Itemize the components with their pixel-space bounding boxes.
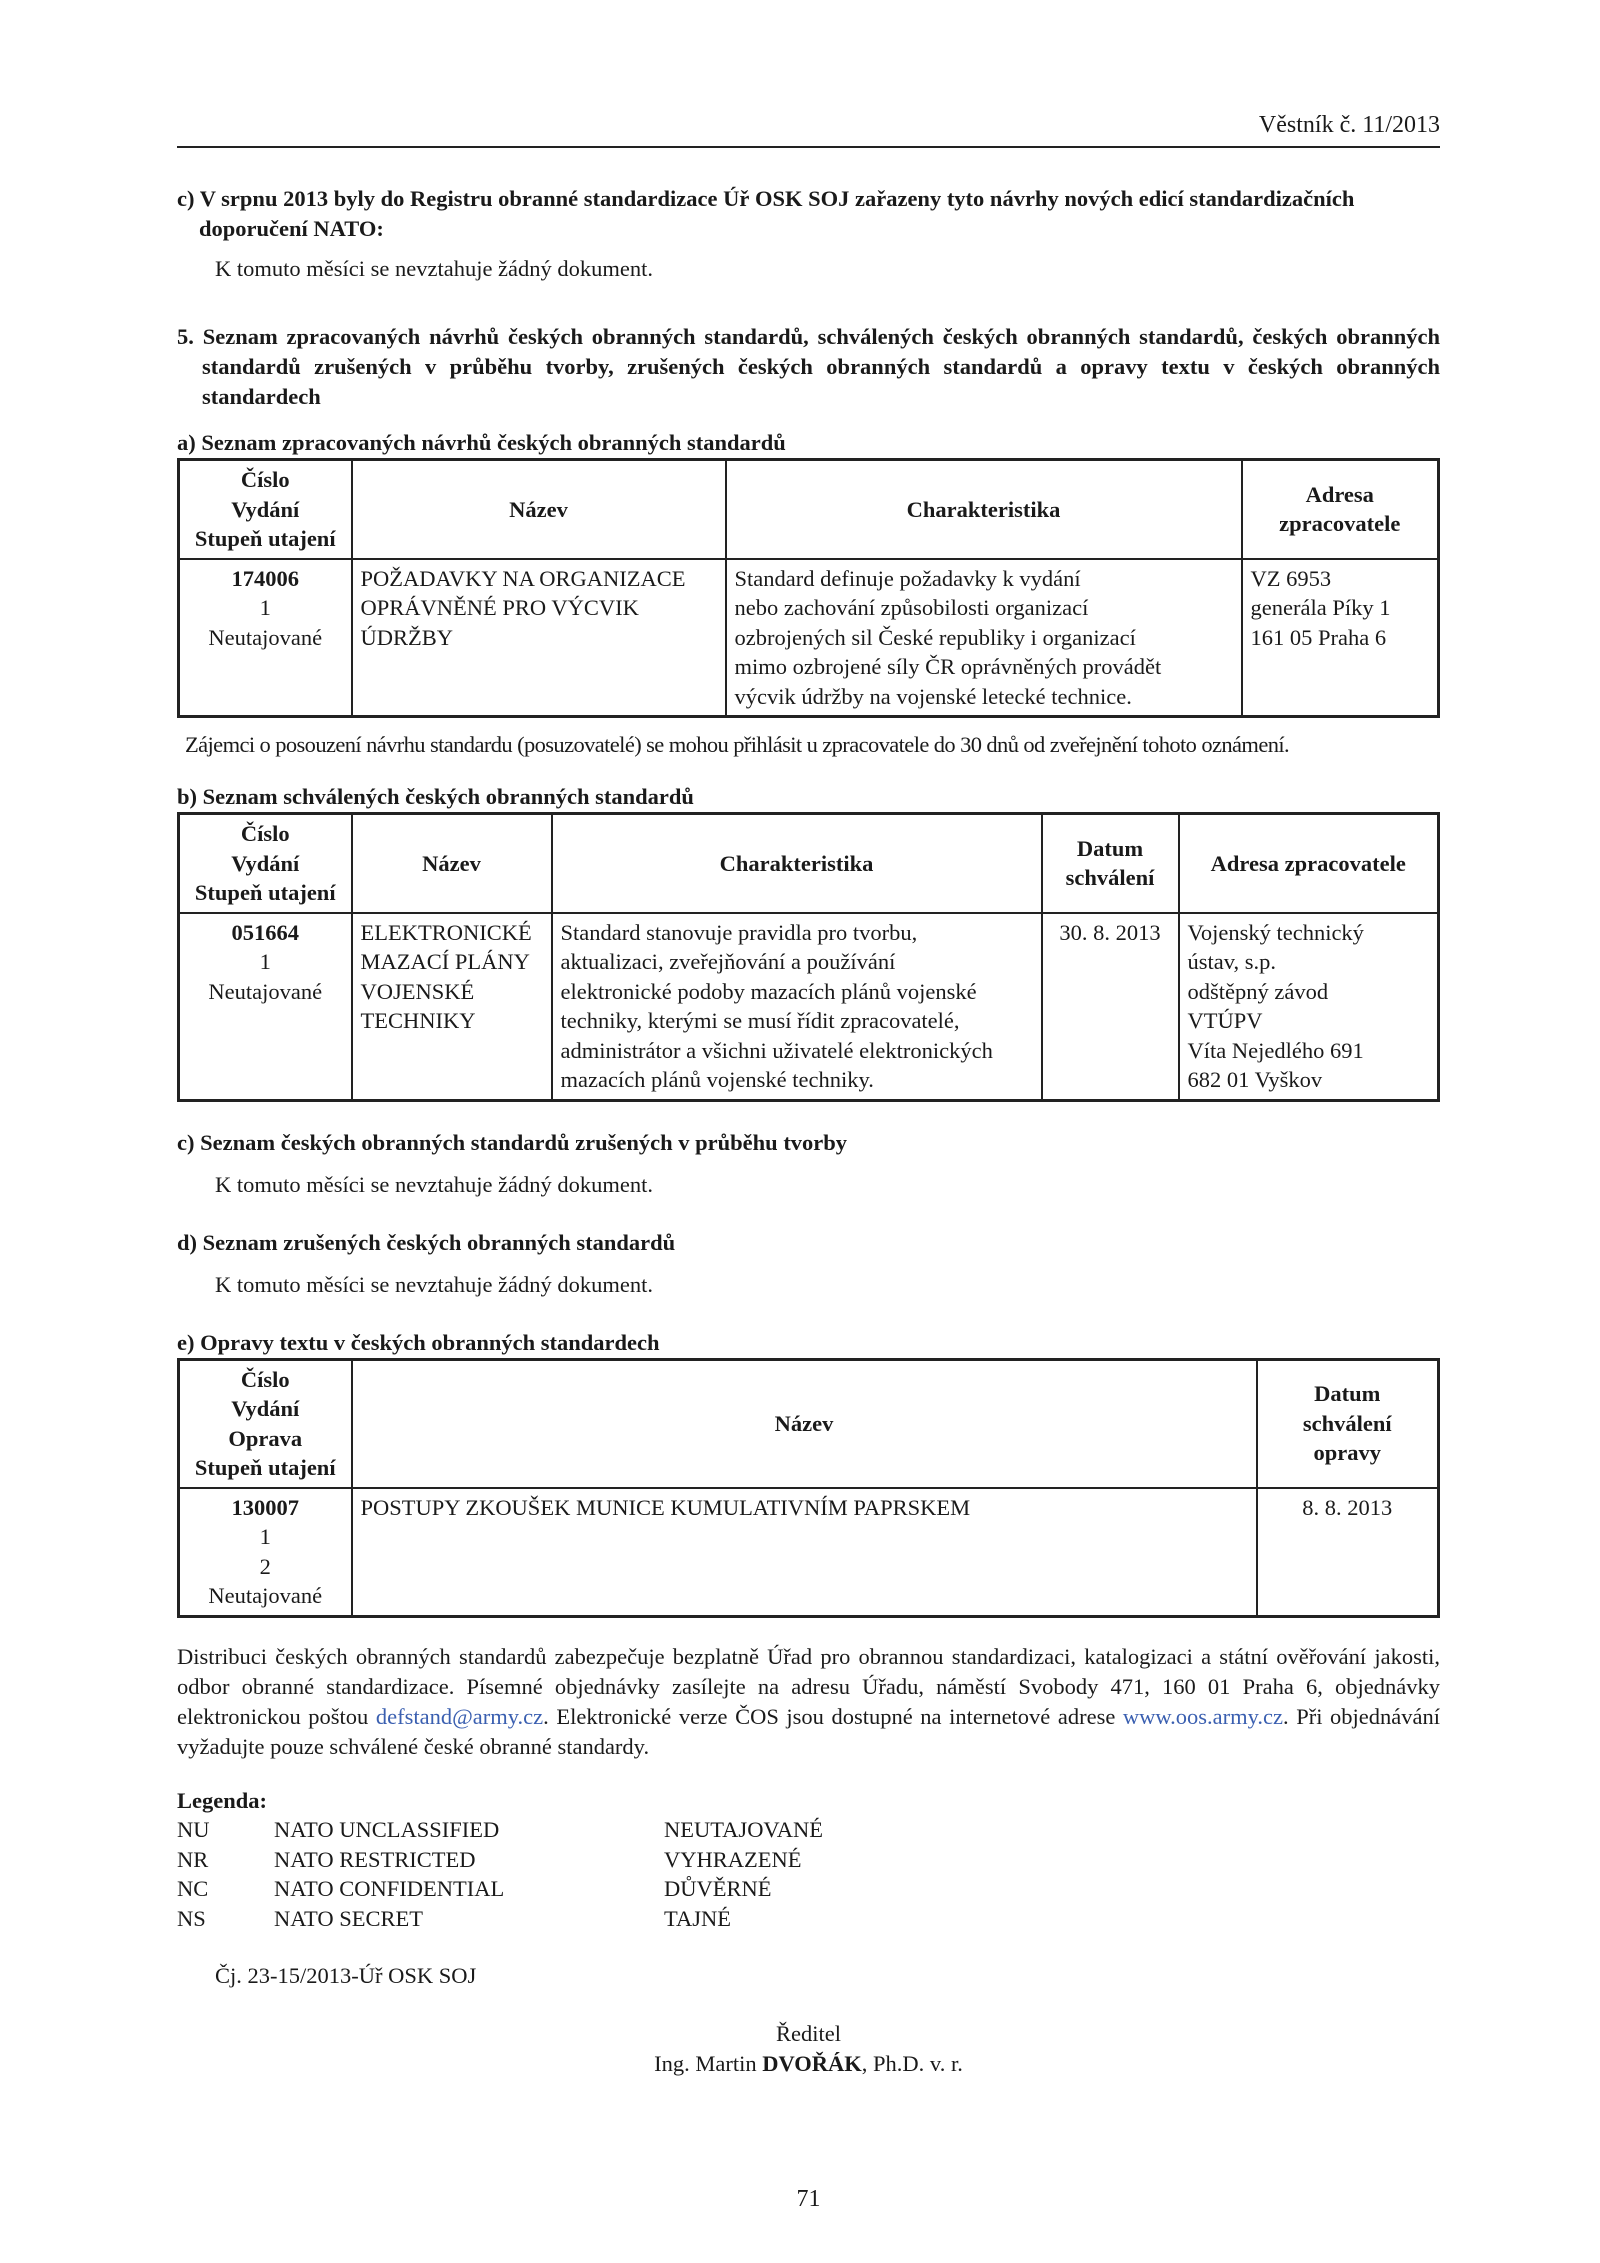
cell-datum: 30. 8. 2013 <box>1042 913 1179 1101</box>
page-number: 71 <box>796 2186 821 2212</box>
section-number: 5. <box>177 324 194 349</box>
header-cislo: Číslo Vydání Oprava Stupeň utajení <box>179 1359 352 1488</box>
legend-title: Legenda: <box>177 1787 267 1813</box>
table-row <box>179 1488 1439 1617</box>
header-nazev: Název <box>352 814 552 913</box>
header-nazev: Název <box>352 460 726 559</box>
section-letter: c) <box>177 186 195 211</box>
section-5-heading <box>177 322 1440 412</box>
section-heading-text: Seznam zpracovaných návrhů českých obranných standardů, schválených českých obranných standardů, českých obranných standardů zrušených v průběhu tvorby, zrušených českých obranných standardů a opravy textu v českých obranných standardech <box>202 324 1441 409</box>
signature-block <box>177 2019 1440 2079</box>
signature-title: Ředitel <box>776 2021 841 2046</box>
table-a-caption: a) Seznam zpracovaných návrhů českých obranných standardů <box>177 430 786 455</box>
section-d-heading: d) Seznam zrušených českých obranných standardů <box>177 1229 676 1255</box>
table-row <box>179 913 1439 1101</box>
cell-nazev: POSTUPY ZKOUŠEK MUNICE KUMULATIVNÍM PAPRSKEM <box>352 1488 1257 1617</box>
cell-charakteristika: Standard stanovuje pravidla pro tvorbu, aktualizaci, zveřejňování a používání elektronické podoby mazacích plánů vojenské techniky, kterými se musí řídit zpracovatelé, administrátor a všichni uživatelé elektronických mazacích plánů vojenské techniky. <box>552 913 1042 1101</box>
section-c-heading: c) Seznam českých obranných standardů zrušených v průběhu tvorby <box>177 1129 848 1155</box>
table-b-caption: b) Seznam schválených českých obranných standardů <box>177 784 694 809</box>
cell-adresa: Vojenský technický ústav, s.p. odštěpný závod VTÚPV Víta Nejedlého 691 682 01 Vyškov <box>1179 913 1439 1101</box>
website-link[interactable]: www.oos.army.cz <box>1122 1703 1284 1729</box>
header-charakteristika: Charakteristika <box>726 460 1242 559</box>
no-document-note: K tomuto měsíci se nevztahuje žádný dokument. <box>215 256 654 281</box>
table-b <box>177 812 1440 1102</box>
header-nazev: Název <box>352 1359 1257 1488</box>
header-cislo: Číslo Vydání Stupeň utajení <box>179 814 352 913</box>
reviewers-note: Zájemci o posouzení návrhu standardu (posuzovatelé) se mohou přihlásit u zpracovatele do 30 dnů od zveřejnění tohoto oznámení. <box>185 732 1290 757</box>
table-header-row <box>179 1359 1439 1488</box>
header-rule <box>177 146 1440 148</box>
cell-charakteristika: Standard definuje požadavky k vydání nebo zachování způsobilosti organizací ozbrojených sil České republiky i organizací mimo ozbrojené síly ČR oprávněných provádět výcvik údržby na vojenské letecké technice. <box>726 559 1242 717</box>
content-flow <box>177 184 1440 2079</box>
email-link[interactable]: defstand@army.cz <box>375 1703 544 1729</box>
table-header-row <box>179 814 1439 913</box>
legend-row: NR NATO RESTRICTED VYHRAZENÉ <box>177 1846 802 1872</box>
cell-datum: 8. 8. 2013 <box>1257 1488 1439 1617</box>
reference-number: Čj. 23-15/2013-Úř OSK SOJ <box>215 1963 477 1988</box>
header-datum: Datum schválení opravy <box>1257 1359 1439 1488</box>
no-document-note: K tomuto měsíci se nevztahuje žádný dokument. <box>215 1271 654 1297</box>
cell-nazev: ELEKTRONICKÉ MAZACÍ PLÁNY VOJENSKÉ TECHNIKY <box>352 913 552 1101</box>
cell-cislo: 130007 1 2 Neutajované <box>179 1488 352 1617</box>
cell-adresa: VZ 6953 generála Píky 1 161 05 Praha 6 <box>1242 559 1439 717</box>
legend-row: NC NATO CONFIDENTIAL DŮVĚRNÉ <box>177 1876 772 1901</box>
legend <box>177 1786 1440 1934</box>
legend-row: NS NATO SECRET TAJNÉ <box>177 1905 731 1931</box>
section-c-ratification-heading <box>177 184 1440 244</box>
cell-nazev: POŽADAVKY NA ORGANIZACE OPRÁVNĚNÉ PRO VÝCVIK ÚDRŽBY <box>352 559 726 717</box>
distribution-paragraph: Distribuci českých obranných standardů zabezpečuje bezplatně Úřad pro obrannou standardizaci, katalogizaci a státní ověřování jakosti, odbor obranné standardizace. Písemné objednávky zasílejte na adresu Úřadu, náměstí Svobody 471, 160 01 Praha 6, objednávky elektronickou poštou defstand@army.cz. Elektronické verze ČOS jsou dostupné na internetové adrese www.oos.army.cz. Při objednávání vyžadujte pouze schválené české obranné standardy. <box>177 1643 1441 1759</box>
header-adresa: Adresa zpracovatele <box>1242 460 1439 559</box>
table-e-caption: e) Opravy textu v českých obranných standardech <box>177 1329 660 1355</box>
table-header-row <box>179 460 1439 559</box>
cell-cislo: 051664 1 Neutajované <box>179 913 352 1101</box>
running-header: Věstník č. 11/2013 <box>1258 112 1440 138</box>
header-datum: Datum schválení <box>1042 814 1179 913</box>
table-a <box>177 458 1440 718</box>
header-adresa: Adresa zpracovatele <box>1179 814 1439 913</box>
legend-row: NU NATO UNCLASSIFIED NEUTAJOVANÉ <box>177 1817 824 1842</box>
section-heading-text: V srpnu 2013 byly do Registru obranné standardizace Úř OSK SOJ zařazeny tyto návrhy nových edicí standardizačních doporučení NATO: <box>199 186 1355 241</box>
table-e <box>177 1358 1440 1618</box>
signature-name: Ing. Martin DVOŘÁK, Ph.D. v. r. <box>654 2051 963 2076</box>
header-cislo: Číslo Vydání Stupeň utajení <box>179 460 352 559</box>
cell-cislo: 174006 1 Neutajované <box>179 559 352 717</box>
header-charakteristika: Charakteristika <box>552 814 1042 913</box>
no-document-note: K tomuto měsíci se nevztahuje žádný dokument. <box>215 1171 654 1197</box>
table-row <box>179 559 1439 717</box>
